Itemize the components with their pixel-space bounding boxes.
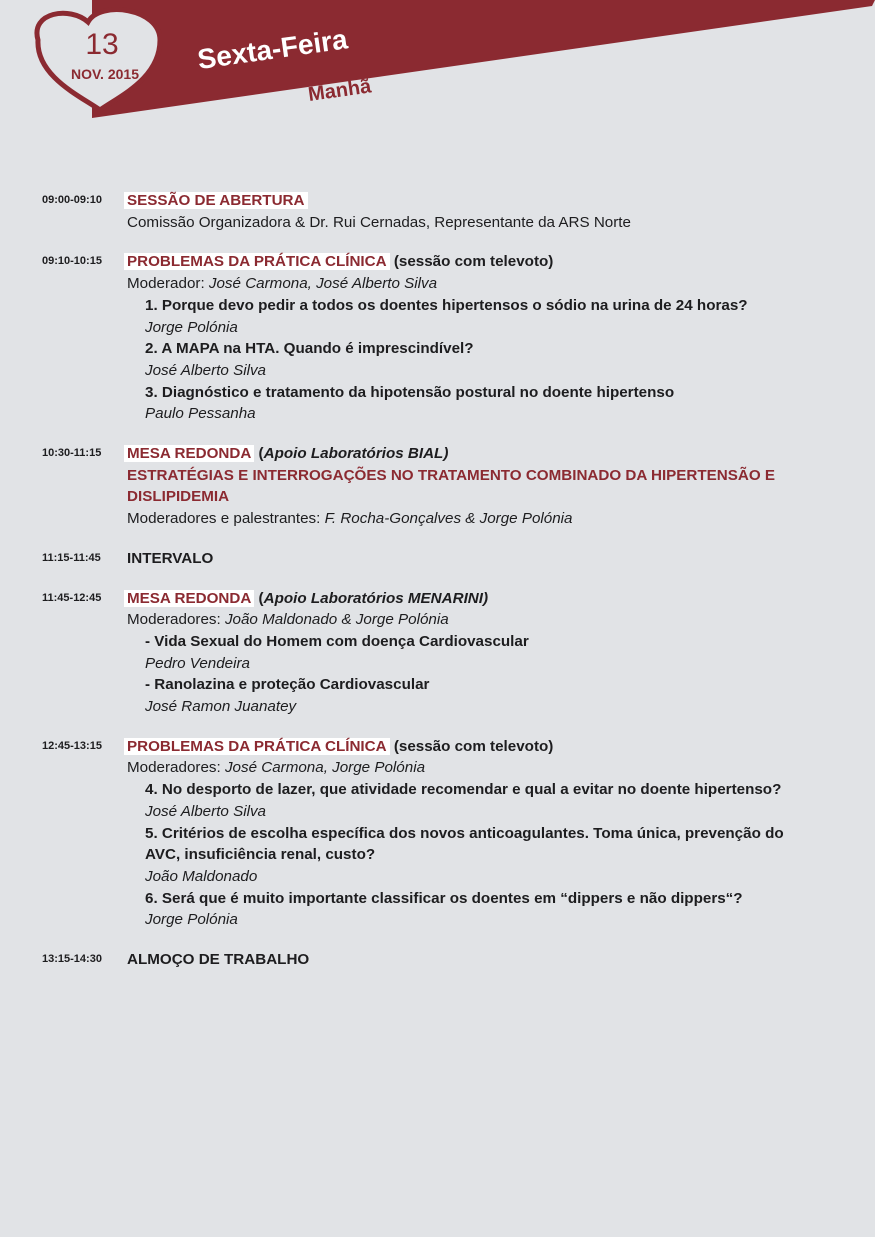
moderators-line: [127, 609, 807, 631]
talk-speaker: José Ramon Juanatey: [145, 698, 297, 716]
talk-speaker: João Maldonado: [145, 867, 258, 885]
session-time: 13:15-14:30: [42, 953, 102, 966]
session-clinical-problems-1: [0, 251, 875, 425]
moderator-label: Moderadores:: [127, 759, 225, 777]
talk-item: [145, 888, 807, 931]
session-clinical-problems-2: [0, 736, 875, 931]
weekday-title: Sexta-Feira: [195, 23, 350, 76]
talk-speaker: Jorge Polónia: [145, 911, 238, 929]
session-time: 12:45-13:15: [42, 739, 102, 752]
session-subtitle: ESTRATÉGIAS E INTERROGAÇÕES NO TRATAMENTO COMBINADO DA HIPERTENSÃO E DISLIPIDEMIA: [127, 466, 776, 506]
session-title-suffix: (sessão com televoto): [389, 253, 554, 271]
session-title: SESSÃO DE ABERTURA: [124, 192, 308, 209]
talk-title: 4. No desporto de lazer, que atividade recomendar e qual a evitar no doente hipertenso?: [145, 781, 782, 799]
talk-item: [145, 674, 807, 717]
moderators-line: [127, 757, 807, 779]
session-round-table-menarini: 11:45-12:45 MESA REDONDA (Apoio Laboratórios MENARINI) Moderadores: João Maldonado & Jorge Polónia - Vida Sexual do Homem com doença Cardiovascular Pedro Vendeira - Ranolazina e proteção Cardiovascular José Ramon Juanatey: [0, 588, 875, 718]
session-title-suffix: (sessão com televoto): [389, 737, 554, 755]
talk-title: 2. A MAPA na HTA. Quando é imprescindível?: [145, 340, 474, 358]
talk-speaker: Jorge Polónia: [145, 318, 238, 336]
moderator-names: João Maldonado & Jorge Polónia: [224, 611, 449, 629]
session-title: MESA REDONDA: [124, 445, 254, 462]
header-banner: [0, 0, 875, 125]
talk-speaker: Paulo Pessanha: [145, 405, 256, 423]
talk-title: 5. Critérios de escolha específica dos novos anticoagulantes. Toma única, prevenção do AVC, insuficiência renal, custo?: [145, 824, 784, 864]
moderators-line: [127, 273, 807, 295]
session-description: Comissão Organizadora & Dr. Rui Cernadas, Representante da ARS Norte: [127, 213, 631, 231]
talk-title: - Vida Sexual do Homem com doença Cardiovascular: [145, 632, 529, 650]
session-time: 09:00-09:10: [42, 194, 102, 206]
session-lunch: [0, 949, 875, 971]
session-time: 11:45-12:45: [42, 591, 102, 604]
session-sponsor: Apoio Laboratórios BIAL): [263, 445, 449, 463]
schedule: [0, 190, 875, 989]
session-opening: [0, 190, 875, 233]
talk-item: [145, 338, 807, 381]
talk-item: [145, 823, 807, 888]
session-break: [0, 548, 875, 570]
talk-speaker: José Alberto Silva: [145, 361, 266, 379]
talk-item: [145, 779, 807, 822]
talk-title: - Ranolazina e proteção Cardiovascular: [145, 676, 430, 694]
talk-speaker: Pedro Vendeira: [145, 654, 250, 672]
session-time: 11:15-11:45: [42, 551, 101, 564]
moderator-names: José Carmona, Jorge Polónia: [224, 759, 426, 777]
talk-item: [145, 295, 807, 338]
talk-item: [145, 631, 807, 674]
session-time: 09:10-10:15: [42, 255, 102, 268]
moderator-names: José Carmona, José Alberto Silva: [208, 275, 438, 293]
moderators-line: [127, 508, 807, 530]
session-title: PROBLEMAS DA PRÁTICA CLÍNICA: [124, 738, 390, 755]
talk-title: 1. Porque devo pedir a todos os doentes hipertensos o sódio na urina de 24 horas?: [145, 296, 748, 314]
talk-title: 3. Diagnóstico e tratamento da hipotensão postural no doente hipertenso: [145, 383, 675, 401]
session-title: INTERVALO: [127, 549, 214, 567]
talk-speaker: José Alberto Silva: [145, 802, 266, 820]
date-day: 13: [85, 28, 119, 61]
session-round-table-bial: 10:30-11:15 MESA REDONDA (Apoio Laboratórios BIAL) ESTRATÉGIAS E INTERROGAÇÕES NO TRATAMENTO COMBINADO DA HIPERTENSÃO E DISLIPIDEMIA Moderadores e palestrantes: F. Rocha-Gonçalves & Jorge Polónia: [0, 443, 875, 530]
moderator-label: Moderador:: [127, 275, 209, 293]
talk-title: 6. Será que é muito importante classificar os doentes em “dippers e não dippers“?: [145, 889, 743, 907]
session-title: MESA REDONDA: [124, 590, 254, 607]
moderator-label: Moderadores e palestrantes:: [127, 510, 325, 528]
session-title: ALMOÇO DE TRABALHO: [127, 951, 310, 969]
moderator-names: F. Rocha-Gonçalves & Jorge Polónia: [324, 510, 573, 528]
session-title: PROBLEMAS DA PRÁTICA CLÍNICA: [124, 253, 390, 270]
session-sponsor: Apoio Laboratórios MENARINI): [263, 589, 489, 607]
talk-item: [145, 382, 807, 425]
session-time: 10:30-11:15: [42, 447, 102, 460]
period-label: Manhã: [306, 75, 373, 107]
date-month: NOV. 2015: [71, 66, 139, 82]
moderator-label: Moderadores:: [127, 611, 225, 629]
